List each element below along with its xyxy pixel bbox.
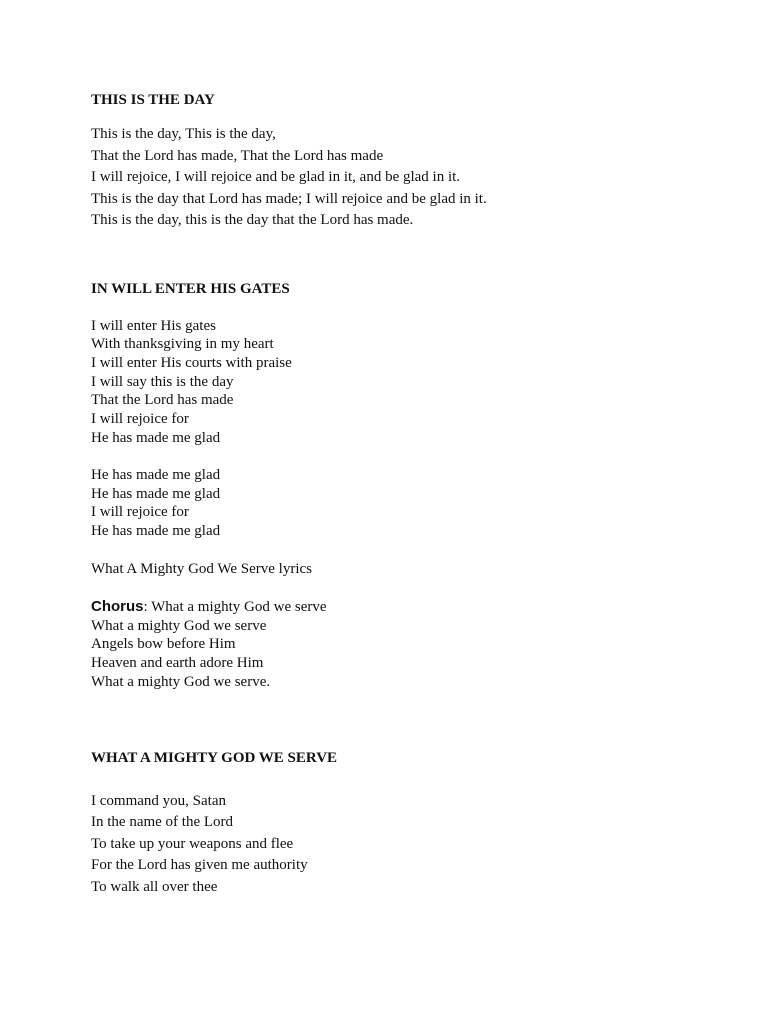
lyrics-subtitle: What A Mighty God We Serve lyrics	[91, 561, 312, 577]
chorus-first-text: : What a mighty God we serve	[143, 599, 327, 615]
lyric-line: To walk all over thee	[91, 879, 218, 895]
lyric-line: I will rejoice, I will rejoice and be glad in it, and be glad in it.	[91, 169, 461, 185]
lyric-line: I will rejoice for	[91, 504, 189, 520]
lyric-line: Heaven and earth adore Him	[91, 655, 264, 671]
song-title: IN WILL ENTER HIS GATES	[91, 281, 290, 297]
lyric-line: He has made me glad	[91, 486, 221, 502]
chorus-first-line	[91, 598, 327, 616]
lyric-line: What a mighty God we serve.	[91, 674, 271, 690]
lyric-line: This is the day, This is the day,	[91, 126, 276, 142]
lyric-line: With thanksgiving in my heart	[91, 336, 274, 352]
lyric-line: To take up your weapons and flee	[91, 836, 294, 852]
lyric-line: He has made me glad	[91, 523, 221, 539]
song-title: THIS IS THE DAY	[91, 92, 215, 108]
song-title: WHAT A MIGHTY GOD WE SERVE	[91, 750, 338, 766]
lyric-line: I command you, Satan	[91, 793, 226, 809]
lyric-line: What a mighty God we serve	[91, 618, 267, 634]
lyric-line: That the Lord has made	[91, 392, 234, 408]
lyric-line: He has made me glad	[91, 467, 221, 483]
lyric-line: I will enter His gates	[91, 318, 216, 334]
lyric-line: That the Lord has made, That the Lord has made	[91, 148, 384, 164]
lyric-line: Angels bow before Him	[91, 636, 236, 652]
lyric-line: In the name of the Lord	[91, 814, 234, 830]
chorus-label: Chorus	[91, 598, 144, 615]
lyric-line: He has made me glad	[91, 430, 221, 446]
lyric-line: For the Lord has given me authority	[91, 857, 308, 873]
lyric-line: This is the day that Lord has made; I will rejoice and be glad in it.	[91, 191, 487, 207]
lyric-line: I will say this is the day	[91, 374, 234, 390]
lyric-line: I will rejoice for	[91, 411, 189, 427]
lyric-line: I will enter His courts with praise	[91, 355, 292, 371]
lyric-line: This is the day, this is the day that the Lord has made.	[91, 212, 414, 228]
